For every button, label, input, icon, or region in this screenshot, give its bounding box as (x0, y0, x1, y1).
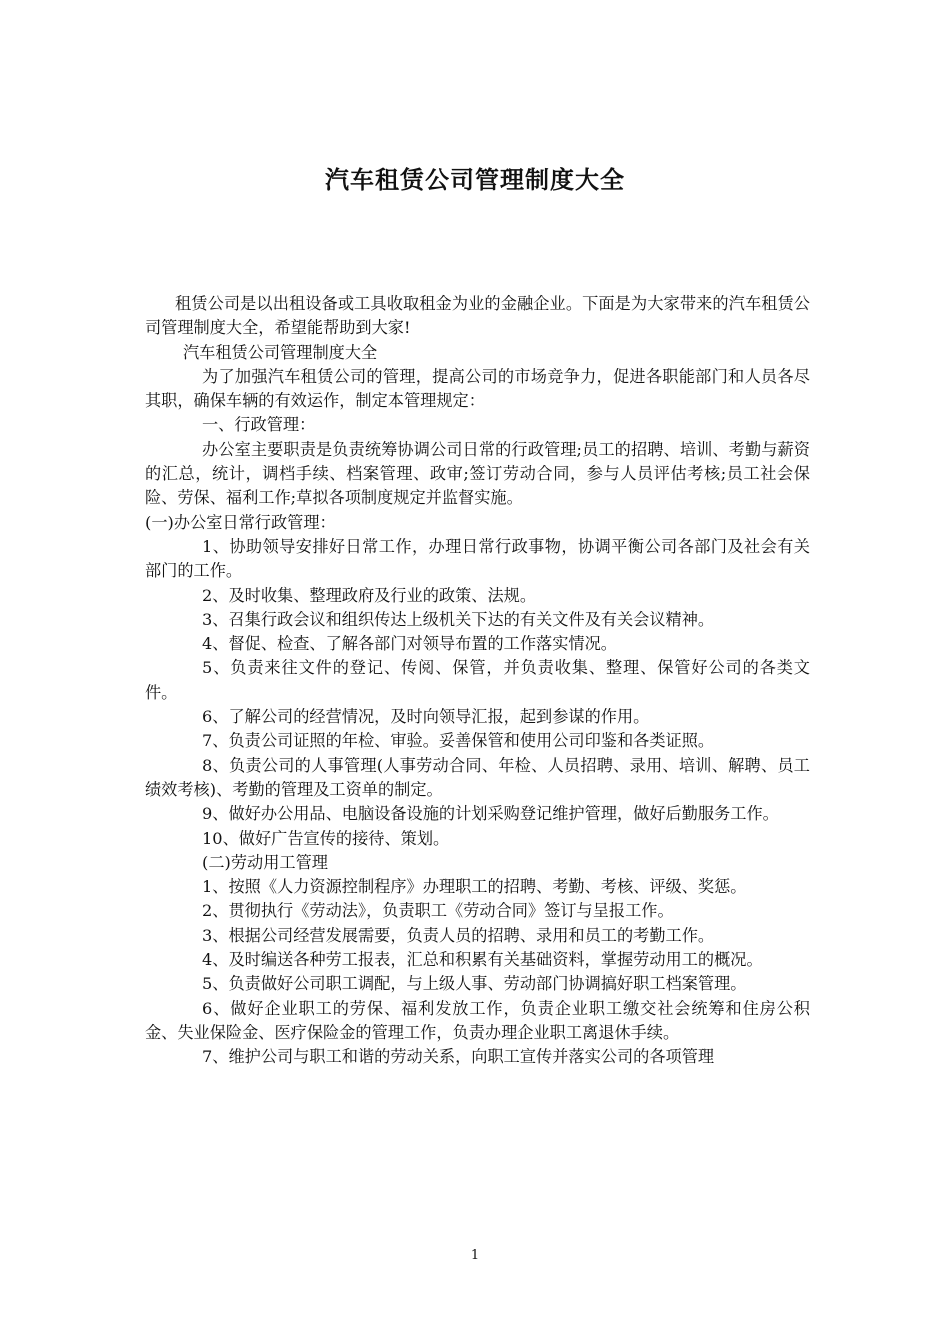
document-title: 汽车租赁公司管理制度大全 (325, 166, 625, 194)
list-item: 2、及时收集、整理政府及行业的政策、法规。 (202, 585, 537, 605)
list-item: 3、根据公司经营发展需要，负责人员的招聘、录用和员工的考勤工作。 (202, 925, 715, 945)
paragraph: 租赁公司是以出租设备或工具收取租金为业的金融企业。下面是为大家带来的汽车租赁公司管理制度大全，希望能帮助到大家! (145, 294, 810, 338)
paragraph: 办公室主要职责是负责统筹协调公司日常的行政管理;员工的招聘、培训、考勤与薪资的汇总，统计，调档手续、档案管理、政审;签订劳动合同，参与人员评估考核;员工社会保险、劳保、福利工作;草拟各项制度规定并监督实施。 (145, 439, 810, 508)
list-item: 5、负责来往文件的登记、传阅、保管，并负责收集、整理、保管好公司的各类文件。 (145, 658, 810, 702)
paragraph: 汽车租赁公司管理制度大全 (183, 342, 378, 362)
list-item: 6、了解公司的经营情况，及时向领导汇报，起到参谋的作用。 (202, 707, 650, 727)
list-item: 7、负责公司证照的年检、审验。妥善保管和使用公司印鉴和各类证照。 (202, 731, 715, 751)
list-item: 3、召集行政会议和组织传达上级机关下达的有关文件及有关会议精神。 (202, 609, 715, 629)
list-item: 1、按照《人力资源控制程序》办理职工的招聘、考勤、考核、评级、奖惩。 (202, 877, 747, 897)
page-number: 1 (470, 1248, 480, 1263)
list-item: 10、做好广告宣传的接待、策划。 (202, 828, 450, 848)
list-item: 1、协助领导安排好日常工作，办理日常行政事物，协调平衡公司各部门及社会有关部门的工作。 (145, 536, 810, 581)
list-item: 7、维护公司与职工和谐的劳动关系，向职工宣传并落实公司的各项管理 (202, 1047, 715, 1067)
paragraph: 为了加强汽车租赁公司的管理，提高公司的市场竞争力，促进各职能部门和人员各尽其职，确保车辆的有效运作，制定本管理规定： (145, 366, 810, 411)
subsection-heading: (二)劳动用工管理 (202, 852, 328, 872)
subsection-heading: (一)办公室日常行政管理： (145, 512, 336, 532)
document-body (145, 292, 810, 1070)
list-item: 4、督促、检查、了解各部门对领导布置的工作落实情况。 (202, 634, 617, 654)
list-item: 6、做好企业职工的劳保、福利发放工作，负责企业职工缴交社会统筹和住房公积金、失业保险金、医疗保险金的管理工作，负责办理企业职工离退休手续。 (145, 998, 810, 1042)
list-item: 5、负责做好公司职工调配，与上级人事、劳动部门协调搞好职工档案管理。 (202, 974, 747, 994)
list-item: 4、及时编送各种劳工报表，汇总和积累有关基础资料，掌握劳动用工的概况。 (202, 950, 763, 970)
list-item: 9、做好办公用品、电脑设备设施的计划采购登记维护管理，做好后勤服务工作。 (202, 804, 779, 824)
list-item: 8、负责公司的人事管理(人事劳动合同、年检、人员招聘、录用、培训、解聘、员工绩效考核)、考勤的管理及工资单的制定。 (145, 755, 810, 799)
section-heading: 一、行政管理： (202, 415, 316, 435)
list-item: 2、贯彻执行《劳动法》，负责职工《劳动合同》签订与呈报工作。 (202, 901, 674, 921)
